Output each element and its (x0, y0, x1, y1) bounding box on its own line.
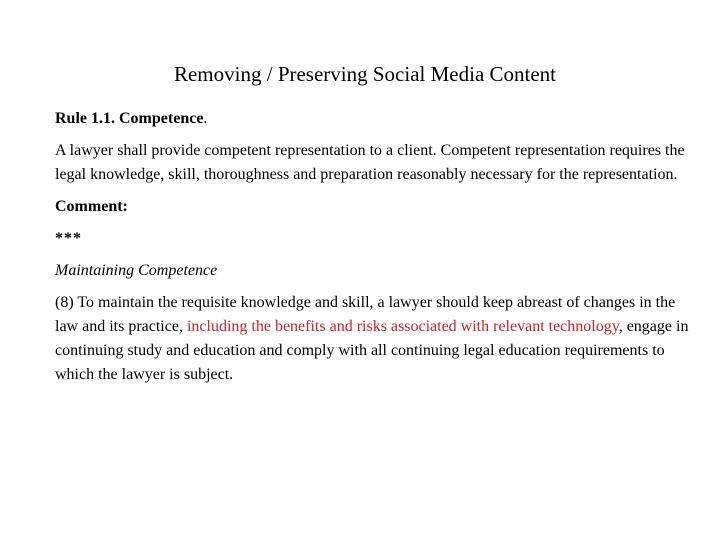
rule-heading-line (55, 107, 695, 131)
section-separator: *** (55, 230, 82, 247)
comment-text-part1: (8) To maintain the requisite knowledge and skill, a lawyer should keep abreast of changes in the law and its practice, (55, 294, 676, 335)
rule-heading-period: . (203, 110, 208, 127)
comment-text-part2: , engage in continuing study and education and comply with all continuing legal education requirements to which the lawyer is subject. (55, 318, 689, 383)
rule-heading: Rule 1.1. Competence (55, 110, 204, 127)
comment-label: Comment: (55, 198, 128, 215)
comment-subheading: Maintaining Competence (55, 262, 218, 279)
technology-highlight: including the benefits and risks associated with relevant technology (186, 318, 619, 335)
rule-text: A lawyer shall provide competent representation to a client. Competent representation requires the legal knowledge, skill, thoroughness and preparation reasonably necessary for the representation. (55, 142, 685, 183)
slide-title: Removing / Preserving Social Media Content (173, 62, 557, 86)
comment-paragraph (55, 291, 695, 387)
slide-content (55, 107, 695, 395)
